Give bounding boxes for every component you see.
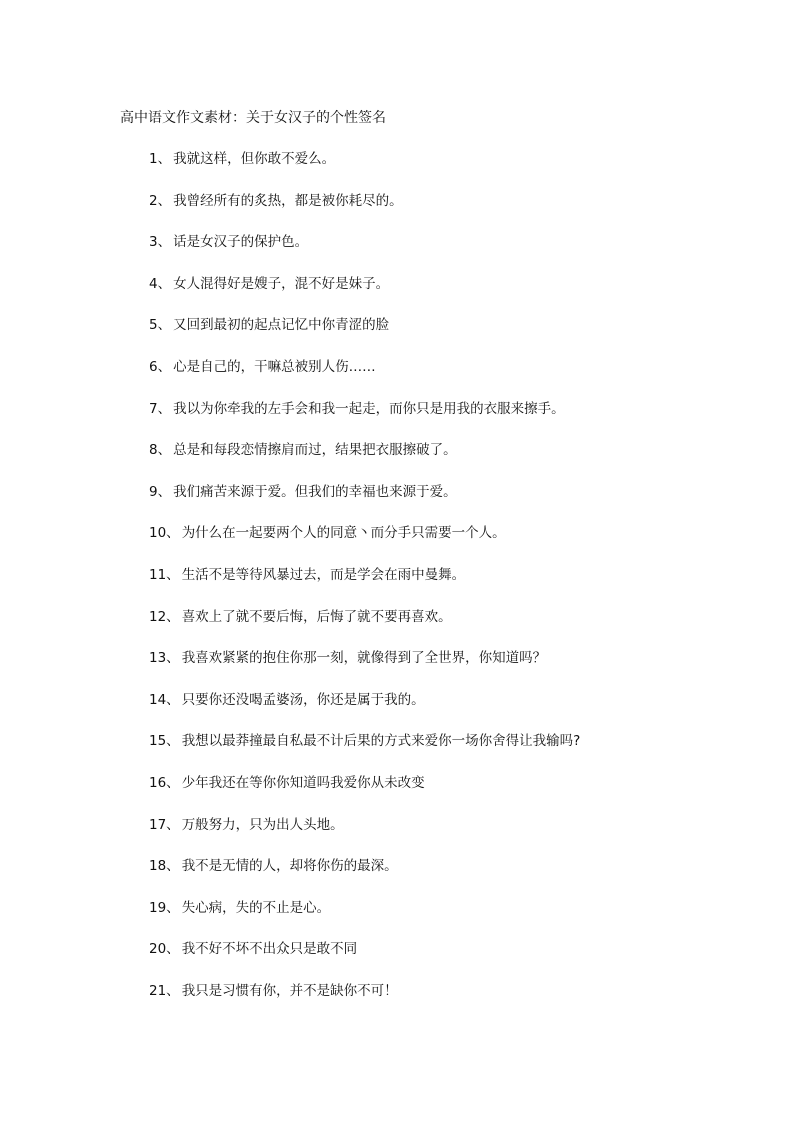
- entry-number: 14、: [149, 691, 180, 708]
- entry-text: 我就这样，但你敢不爱么。: [173, 151, 336, 167]
- list-item: [149, 315, 580, 357]
- list-item: [149, 440, 580, 482]
- entry-number: 3、: [149, 234, 172, 251]
- entry-number: 10、: [149, 525, 180, 542]
- entry-text: 话是女汉子的保护色。: [173, 234, 309, 251]
- entry-number: 9、: [149, 483, 172, 500]
- entry-number: 4、: [149, 275, 172, 292]
- entry-number: 19、: [149, 899, 180, 916]
- entry-number: 1、: [149, 151, 172, 167]
- entry-number: 8、: [149, 442, 172, 459]
- entry-text: 我以为你牵我的左手会和我一起走，而你只是用我的衣服来擦手。: [173, 400, 565, 417]
- entry-text: 万般努力，只为出人头地。: [181, 816, 344, 833]
- entry-number: 21、: [149, 982, 180, 999]
- entry-text: 少年我还在等你你知道吗我爱你从未改变: [181, 774, 425, 791]
- entry-text: 生活不是等待风暴过去，而是学会在雨中曼舞。: [181, 566, 466, 583]
- list-item: [149, 690, 580, 732]
- entry-number: 16、: [149, 774, 180, 791]
- signature-list: [149, 149, 580, 1022]
- list-item: [149, 191, 580, 233]
- list-item: [149, 482, 580, 524]
- list-item: [149, 648, 580, 690]
- list-item: [149, 856, 580, 898]
- entry-text: 我们痛苦来源于爱。但我们的幸福也来源于爱。: [173, 483, 457, 500]
- entry-text: 失心病，失的不止是心。: [181, 899, 331, 916]
- entry-text: 喜欢上了就不要后悔，后悔了就不要再喜欢。: [181, 608, 452, 625]
- entry-number: 2、: [149, 192, 172, 209]
- list-item: [149, 399, 580, 441]
- entry-number: 7、: [149, 400, 172, 417]
- entry-number: 5、: [149, 317, 172, 334]
- entry-number: 13、: [149, 650, 180, 667]
- list-item: [149, 523, 580, 565]
- entry-text: 我想以最莽撞最自私最不计后果的方式来爱你一场你舍得让我输吗?: [181, 733, 581, 750]
- list-item: [149, 981, 580, 1023]
- document-title: 高中语文作文素材：关于女汉子的个性签名: [120, 110, 386, 126]
- list-item: [149, 898, 580, 940]
- entry-text: 我不是无情的人，却将你伤的最深。: [181, 858, 398, 875]
- list-item: [149, 232, 580, 274]
- entry-text: 只要你还没喝孟婆汤，你还是属于我的。: [181, 691, 425, 708]
- list-item: [149, 731, 580, 773]
- list-item: [149, 607, 580, 649]
- entry-text: 总是和每段恋情擦肩而过，结果把衣服擦破了。: [173, 442, 457, 459]
- list-item: [149, 565, 580, 607]
- entry-text: 我曾经所有的炙热，都是被你耗尽的。: [173, 192, 403, 209]
- entry-number: 12、: [149, 608, 180, 625]
- entry-text: 我不好不坏不出众只是敢不同: [181, 941, 358, 958]
- entry-text: 又回到最初的起点记忆中你青涩的脸: [173, 317, 390, 334]
- entry-number: 20、: [149, 941, 180, 958]
- entry-number: 6、: [149, 358, 172, 375]
- entry-number: 15、: [149, 733, 180, 750]
- entry-number: 17、: [149, 816, 180, 833]
- list-item: [149, 939, 580, 981]
- entry-number: 11、: [149, 566, 180, 583]
- entry-number: 18、: [149, 858, 180, 875]
- list-item: [149, 773, 580, 815]
- list-item: [149, 357, 580, 399]
- list-item: [149, 149, 580, 191]
- entry-text: 我只是习惯有你，并不是缺你不可！: [181, 982, 398, 999]
- list-item: [149, 815, 580, 857]
- list-item: [149, 274, 580, 316]
- entry-text: 我喜欢紧紧的抱住你那一刻，就像得到了全世界，你知道吗？: [181, 650, 547, 667]
- entry-text: 为什么在一起要两个人的同意丶而分手只需要一个人。: [181, 525, 506, 542]
- entry-text: 心是自己的，干嘛总被别人伤……: [173, 358, 376, 375]
- entry-text: 女人混得好是嫂子，混不好是妹子。: [173, 275, 390, 292]
